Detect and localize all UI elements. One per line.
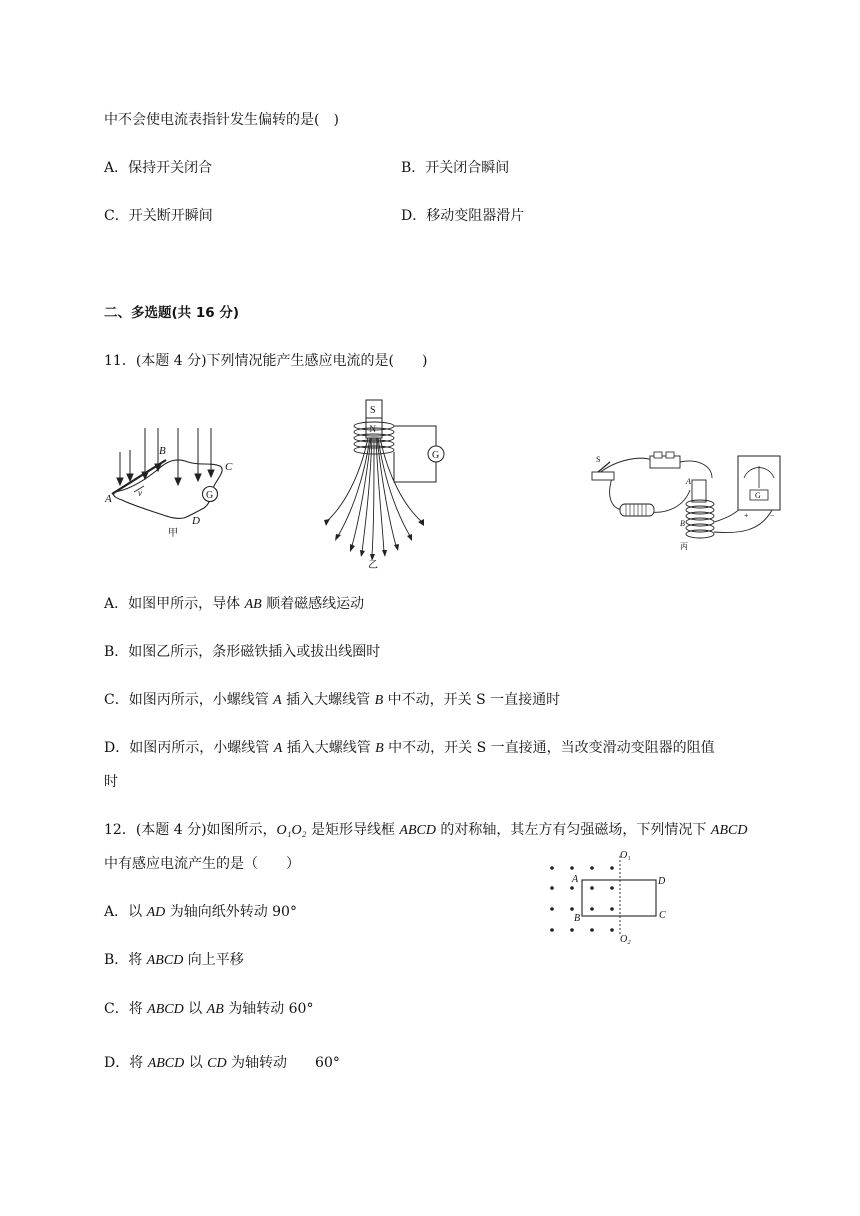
fig-label-o1: O₁ bbox=[620, 850, 631, 861]
fig-yi-label-s: S bbox=[370, 405, 376, 416]
option-var: ABCD bbox=[147, 1056, 185, 1071]
option-var: CD bbox=[207, 1056, 227, 1071]
option-label: B． bbox=[104, 644, 129, 660]
fig-label-c: C bbox=[659, 910, 666, 921]
stem-text: 的对称轴，其左方有匀强磁场，下列情况下 bbox=[435, 822, 711, 838]
option-text: 为轴转动 60° bbox=[223, 1001, 314, 1017]
q10-stem-tail: 中不会使电流表指针发生偏转的是( ) bbox=[104, 112, 339, 128]
q10-option-b bbox=[401, 159, 509, 177]
option-var: AB bbox=[206, 1002, 224, 1017]
option-var: ABCD bbox=[146, 953, 184, 968]
figure-bing bbox=[588, 448, 784, 552]
option-var: AD bbox=[146, 905, 166, 920]
stem-text: 是矩形导线框 bbox=[306, 822, 400, 838]
q10-option-a bbox=[104, 159, 212, 177]
q10-option-c bbox=[104, 207, 213, 225]
fig-jia-label-d: D bbox=[192, 515, 200, 527]
option-text: 插入大螺线管 bbox=[281, 692, 375, 708]
option-text: 开关闭合瞬间 bbox=[425, 160, 510, 176]
option-text: 以 bbox=[183, 1001, 207, 1017]
option-text: 移动变阻器滑片 bbox=[426, 208, 525, 224]
stem-var: O₁O₂ bbox=[276, 823, 307, 838]
fig-bing-label-minus: − bbox=[770, 511, 775, 520]
q12-option-a bbox=[104, 903, 297, 922]
option-label: C． bbox=[104, 208, 129, 224]
option-label: C． bbox=[104, 1001, 129, 1017]
fig-yi-label-n: N bbox=[369, 424, 376, 434]
stem-var: ABCD bbox=[710, 823, 748, 838]
option-label: A． bbox=[104, 160, 129, 176]
q11-option-d bbox=[104, 739, 715, 758]
fig-yi-caption: 乙 bbox=[368, 560, 378, 570]
option-text: 以 bbox=[184, 1055, 208, 1071]
option-label: C． bbox=[104, 692, 129, 708]
option-text: 开关断开瞬间 bbox=[128, 208, 213, 224]
option-text: 以 bbox=[128, 904, 147, 920]
option-text: 如图丙所示，小螺线管 bbox=[129, 740, 274, 756]
fig-label-b: B bbox=[574, 913, 581, 924]
fig-label-d: D bbox=[658, 876, 666, 887]
option-text: 将 bbox=[129, 1055, 148, 1071]
option-label: B． bbox=[401, 160, 426, 176]
fig-yi-label-g: G bbox=[432, 450, 440, 461]
option-label: D． bbox=[104, 740, 130, 756]
q11-option-d-continuation: 时 bbox=[104, 774, 118, 790]
fig-label-a: A bbox=[572, 874, 579, 885]
option-text: 如图甲所示，导体 bbox=[128, 596, 245, 612]
q11-option-b bbox=[104, 643, 380, 661]
fig-bing-label-a: A bbox=[686, 477, 691, 486]
fig-jia-label-b: B bbox=[159, 445, 166, 457]
option-text: 为轴向纸外转动 90° bbox=[165, 904, 297, 920]
option-label: A． bbox=[104, 904, 129, 920]
q12-stem-line2: 中有感应电流产生的是（ ） bbox=[104, 856, 300, 872]
option-label: D． bbox=[401, 208, 427, 224]
option-text: 顺着磁感线运动 bbox=[261, 596, 365, 612]
option-label: D． bbox=[104, 1055, 130, 1071]
option-text: 插入大螺线管 bbox=[282, 740, 376, 756]
fig-bing-label-g: G bbox=[755, 491, 761, 500]
fig-bing-label-plus: + bbox=[744, 511, 749, 520]
option-text: 向上平移 bbox=[183, 952, 244, 968]
q11-option-a bbox=[104, 595, 364, 614]
option-text: 将 bbox=[128, 1001, 148, 1017]
q10-option-d bbox=[401, 207, 524, 225]
option-var: B bbox=[375, 741, 384, 756]
q12-stem-line1 bbox=[104, 821, 747, 840]
fig-bing-label-b: B bbox=[680, 519, 685, 528]
fig-jia-label-v: v bbox=[138, 488, 142, 498]
option-text: 将 bbox=[128, 952, 147, 968]
option-text: 如图丙所示，小螺线管 bbox=[128, 692, 274, 708]
option-var: ABCD bbox=[147, 1002, 184, 1017]
fig-jia-label-c: C bbox=[225, 461, 233, 473]
option-label: B． bbox=[104, 952, 129, 968]
fig-jia-label-g: G bbox=[206, 490, 214, 501]
option-var: A bbox=[273, 693, 282, 708]
fig-bing-label-s: S bbox=[596, 455, 601, 464]
option-text: 保持开关闭合 bbox=[128, 160, 213, 176]
figure-rectangular-frame bbox=[540, 846, 680, 946]
stem-var: ABCD bbox=[399, 823, 436, 838]
option-text: 中不动，开关 S 一直接通时 bbox=[383, 692, 561, 708]
stem-text: 12．(本题 4 分)如图所示， bbox=[104, 822, 277, 838]
option-var: AB bbox=[244, 597, 262, 612]
q12-option-d bbox=[104, 1054, 340, 1073]
figure-yi bbox=[320, 396, 460, 570]
option-text: 中不动，开关 S 一直接通，当改变滑动变阻器的阻值 bbox=[383, 740, 715, 756]
section-heading: 二、多选题(共 16 分) bbox=[104, 305, 240, 321]
fig-label-o2: O₂ bbox=[620, 934, 631, 945]
q11-option-c bbox=[104, 691, 560, 710]
option-text: 为轴转动 60° bbox=[226, 1055, 340, 1071]
q12-option-b bbox=[104, 951, 244, 970]
fig-bing-caption: 丙 bbox=[680, 542, 688, 551]
figure-jia bbox=[100, 420, 250, 540]
option-var: A bbox=[273, 741, 283, 756]
q11-stem: 11．(本题 4 分)下列情况能产生感应电流的是( ) bbox=[104, 353, 428, 369]
fig-jia-caption: 甲 bbox=[168, 528, 178, 539]
option-var: B bbox=[374, 693, 384, 708]
fig-jia-label-a: A bbox=[105, 493, 112, 505]
option-text: 如图乙所示，条形磁铁插入或拔出线圈时 bbox=[128, 644, 381, 660]
option-label: A． bbox=[104, 596, 129, 612]
q12-option-c bbox=[104, 1000, 313, 1019]
